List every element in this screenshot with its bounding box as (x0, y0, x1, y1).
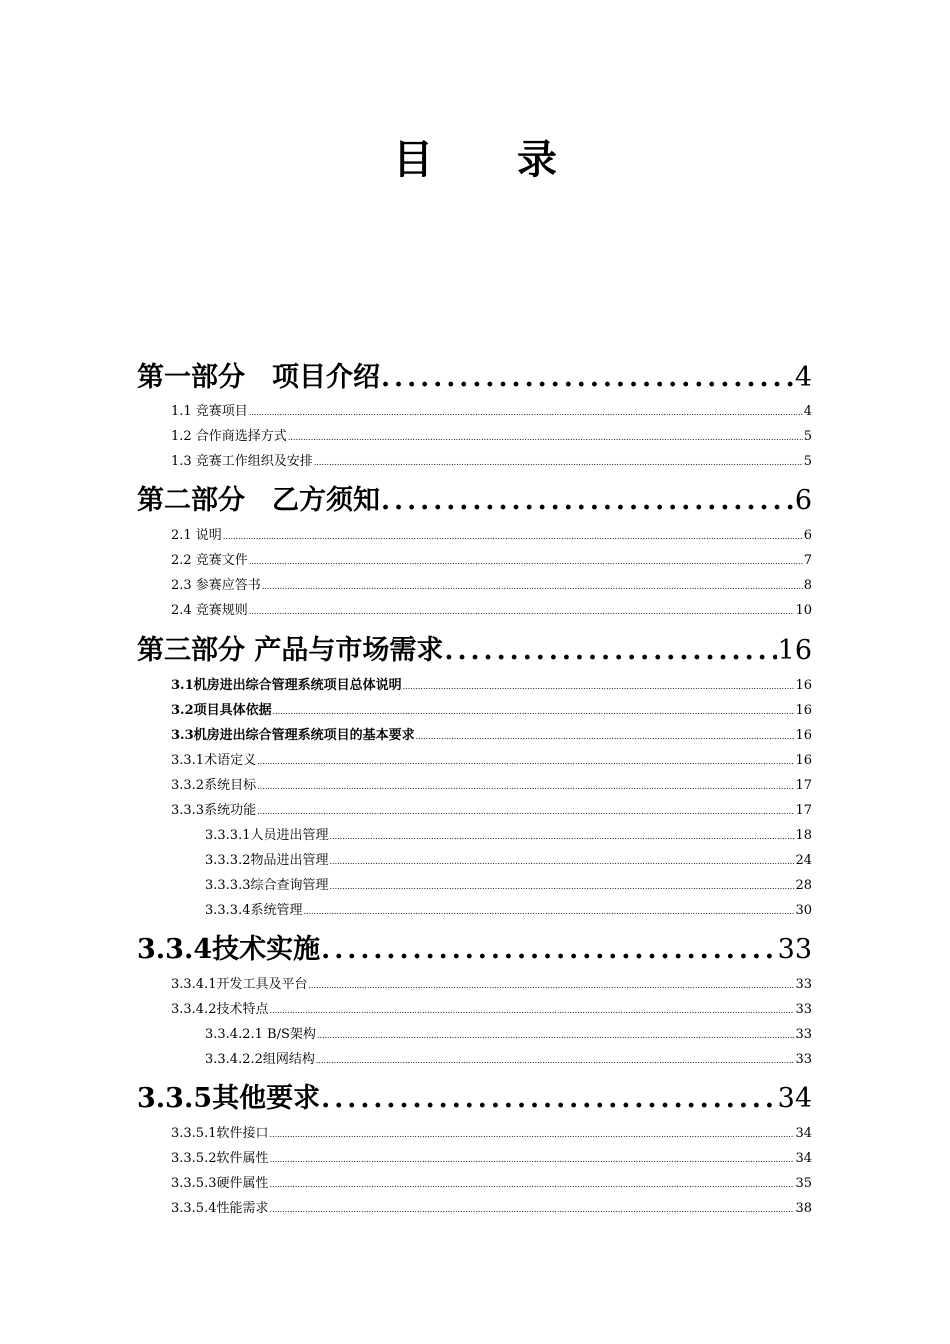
toc-entry-label: 1.3 竞赛工作组织及安排 (171, 454, 313, 469)
toc-entry-label: 第三部分 产品与市场需求 (137, 635, 444, 666)
toc-leader-dots (444, 636, 776, 666)
toc-section-heading[interactable] (137, 927, 812, 963)
toc-entry-label: 3.3.3.2物品进出管理 (205, 853, 329, 868)
toc-entry[interactable] (205, 849, 812, 869)
toc-page-number: 4 (803, 404, 812, 419)
toc-entry-label: 3.3.5其他要求 (137, 1083, 321, 1114)
toc-page-number: 16 (795, 703, 812, 718)
title-char-left: 目 (393, 136, 433, 183)
toc-entry-label: 3.3机房进出综合管理系统项目的基本要求 (171, 728, 415, 743)
toc-leader-dots (321, 1084, 776, 1114)
toc-entry-label: 3.3.3系统功能 (171, 803, 257, 818)
toc-entry[interactable] (171, 549, 812, 569)
toc-leader-dots (416, 732, 795, 741)
toc-entry[interactable] (171, 400, 812, 420)
toc-page-number: 6 (803, 528, 812, 543)
toc-entry[interactable] (205, 1048, 812, 1068)
toc-page-number: 16 (795, 728, 812, 743)
toc-page-number: 8 (803, 578, 812, 593)
toc-entry[interactable] (171, 674, 812, 694)
toc-leader-dots (316, 1056, 795, 1065)
toc-section-heading[interactable] (137, 628, 812, 664)
toc-page-number: 17 (795, 778, 812, 793)
toc-entry-label: 第二部分 乙方须知 (137, 485, 380, 516)
toc-entry[interactable] (205, 874, 812, 894)
toc-entry-label: 3.3.3.1人员进出管理 (205, 828, 329, 843)
toc-page-number: 16 (795, 678, 812, 693)
toc-leader-dots (262, 582, 803, 591)
toc-page-number: 17 (795, 803, 812, 818)
toc-entry-label: 3.3.4.2.1 B/S架构 (205, 1027, 316, 1042)
toc-leader-dots (303, 907, 794, 916)
toc-leader-dots (329, 832, 794, 841)
toc-leader-dots (308, 981, 794, 990)
toc-leader-dots (257, 757, 794, 766)
toc-page-number: 28 (795, 878, 812, 893)
toc-page-number: 16 (777, 635, 812, 666)
toc-entry[interactable] (171, 599, 812, 619)
toc-leader-dots (381, 486, 794, 516)
toc-entry[interactable] (171, 799, 812, 819)
toc-section-heading[interactable] (137, 478, 812, 514)
toc-entry-label: 3.3.4.2.2组网结构 (205, 1052, 315, 1067)
toc-page-number: 33 (795, 1027, 812, 1042)
toc-entry-label: 3.3.5.2软件属性 (171, 1151, 269, 1166)
toc-leader-dots (269, 1205, 794, 1214)
toc-page-number: 5 (803, 454, 812, 469)
toc-entry-label: 2.2 竞赛文件 (171, 553, 248, 568)
toc-entry[interactable] (171, 1147, 812, 1167)
toc-entry[interactable] (205, 899, 812, 919)
toc-entry[interactable] (171, 724, 812, 744)
toc-page-number: 35 (795, 1176, 812, 1191)
toc-entry-label: 2.1 说明 (171, 528, 222, 543)
toc-entry-label: 3.1机房进出综合管理系统项目总体说明 (171, 678, 402, 693)
toc-entry[interactable] (171, 998, 812, 1018)
toc-page-number: 33 (795, 977, 812, 992)
toc-leader-dots (329, 882, 794, 891)
toc-page-number: 33 (777, 934, 812, 965)
toc-entry[interactable] (171, 1197, 812, 1217)
toc-page-number: 38 (795, 1201, 812, 1216)
toc-page-number: 34 (777, 1083, 812, 1114)
toc-leader-dots (314, 458, 803, 467)
toc-page-number: 34 (795, 1126, 812, 1141)
toc-entry-label: 1.1 竞赛项目 (171, 404, 248, 419)
toc-entry[interactable] (171, 1122, 812, 1142)
toc-page-number: 6 (794, 485, 812, 516)
toc-leader-dots (223, 532, 803, 541)
title-char-right: 录 (517, 136, 557, 183)
toc-entry[interactable] (171, 749, 812, 769)
toc-entry[interactable] (171, 450, 812, 470)
toc-entry-label: 3.3.4.2技术特点 (171, 1002, 269, 1017)
toc-entry-label: 3.3.3.4系统管理 (205, 903, 303, 918)
toc-entry[interactable] (205, 824, 812, 844)
toc-page-number: 5 (803, 429, 812, 444)
toc-entry-label: 3.3.2系统目标 (171, 778, 257, 793)
toc-page-number: 34 (795, 1151, 812, 1166)
toc-leader-dots (329, 857, 794, 866)
toc-entry-label: 3.3.5.1软件接口 (171, 1126, 269, 1141)
toc-leader-dots (269, 1130, 794, 1139)
toc-leader-dots (249, 607, 795, 616)
toc-section-heading[interactable] (137, 1076, 812, 1112)
toc-entry-label: 3.2项目具体依据 (171, 703, 272, 718)
toc-leader-dots (257, 807, 794, 816)
page-title (0, 128, 950, 185)
toc-entry[interactable] (171, 574, 812, 594)
toc-entry[interactable] (205, 1023, 812, 1043)
toc-page-number: 30 (795, 903, 812, 918)
toc-section-heading[interactable] (137, 355, 812, 391)
toc-entry-label: 1.2 合作商选择方式 (171, 429, 287, 444)
toc-entry[interactable] (171, 973, 812, 993)
toc-entry-label: 第一部分 项目介绍 (137, 362, 380, 393)
toc-page-number: 24 (795, 853, 812, 868)
toc-entry-label: 3.3.3.3综合查询管理 (205, 878, 329, 893)
toc-page-number: 7 (803, 553, 812, 568)
toc-page-number: 10 (795, 603, 812, 618)
toc-entry-label: 3.3.5.4性能需求 (171, 1201, 269, 1216)
toc-entry-label: 3.3.4技术实施 (137, 934, 321, 965)
toc-entry[interactable] (171, 425, 812, 445)
toc-leader-dots (273, 707, 795, 716)
toc-entry[interactable] (171, 524, 812, 544)
toc-leader-dots (257, 782, 794, 791)
toc-leader-dots (269, 1006, 794, 1015)
toc-leader-dots (269, 1180, 794, 1189)
toc-leader-dots (249, 408, 803, 417)
toc-entry-label: 3.3.5.3硬件属性 (171, 1176, 269, 1191)
toc-leader-dots (288, 433, 803, 442)
toc-leader-dots (381, 363, 794, 393)
toc-page-number: 33 (795, 1002, 812, 1017)
toc-leader-dots (321, 935, 776, 965)
toc-entry-label: 2.4 竞赛规则 (171, 603, 248, 618)
toc-leader-dots (269, 1155, 794, 1164)
toc-leader-dots (403, 682, 795, 691)
toc-entry-label: 3.3.1术语定义 (171, 753, 257, 768)
toc-entry-label: 3.3.4.1开发工具及平台 (171, 977, 308, 992)
toc-page-number: 18 (795, 828, 812, 843)
toc-entry[interactable] (171, 1172, 812, 1192)
toc-entry[interactable] (171, 699, 812, 719)
toc-leader-dots (249, 557, 803, 566)
toc-page-number: 4 (794, 362, 812, 393)
toc-leader-dots (317, 1031, 795, 1040)
toc-page-number: 16 (795, 753, 812, 768)
toc-page-number: 33 (795, 1052, 812, 1067)
toc-entry[interactable] (171, 774, 812, 794)
toc-entry-label: 2.3 参赛应答书 (171, 578, 261, 593)
